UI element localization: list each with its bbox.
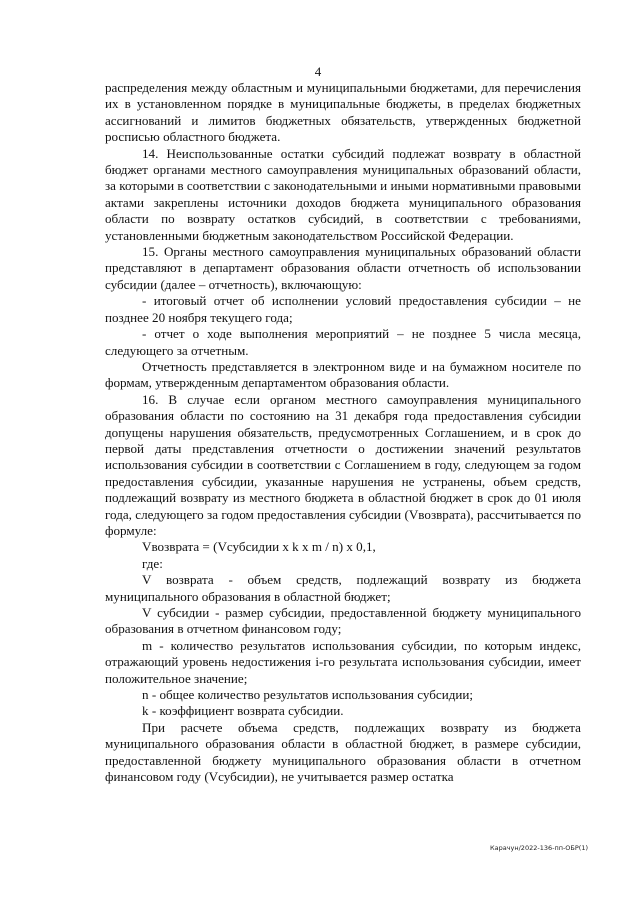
document-code: Карачун/2022-136-пп-ОБР(1) — [489, 844, 588, 852]
paragraph: - итоговый отчет об исполнении условий предоставления субсидии – не позднее 20 ноября текущего года; — [105, 293, 581, 325]
paragraph: 14. Неиспользованные остатки субсидий подлежат возврату в областной бюджет органами местного самоуправления муниципальных образований области, за которыми в соответствии с законодательными и иными нормативными правовыми актами закреплены источники доходов бюджета муниципального образования области по возврату остатков субсидий, в соответствии с требованиями, установленными бюджетным законодательством Российской Федерации. — [105, 145, 581, 243]
document-body — [105, 80, 581, 785]
formula-term: V возврата - объем средств, подлежащий возврату из бюджета муниципального образования в областной бюджет; — [105, 572, 581, 604]
formula-where: где: — [142, 555, 163, 571]
paragraph: 16. В случае если органом местного самоуправления муниципального образования области по состоянию на 31 декабря года предоставления субсидии допущены нарушения обязательств, предусмотренных Соглашением, и в срок до первой даты представления отчетности о достижении значений результатов использования субсидии в соответствии с Соглашением в году, следующем за годом предоставления субсидии, указанные нарушения не устранены, объем средств, подлежащий возврату из местного бюджета в областной бюджет в срок до 01 июля года, следующего за годом предоставления субсидии (Vвозврата), рассчитывается по формуле: — [105, 391, 581, 538]
formula-term: m - количество результатов использования субсидии, по которым индекс, отражающий уровень недостижения i-го результата использования субсидии, имеет положительное значение; — [105, 637, 581, 686]
page-number: 4 — [314, 64, 322, 79]
formula-term: k - коэффициент возврата субсидии. — [142, 703, 344, 719]
paragraph: Отчетность представляется в электронном виде и на бумажном носителе по формам, утвержденным департаментом образования области. — [105, 358, 581, 391]
formula-term: V субсидии - размер субсидии, предоставленной бюджету муниципального образования в отчетном финансовом году; — [105, 605, 581, 637]
paragraph: 15. Органы местного самоуправления муниципальных образований области представляют в департамент образования области отчетность об использовании субсидии (далее – отчетность), включающую: — [105, 244, 581, 292]
paragraph: - отчет о ходе выполнения мероприятий – не позднее 5 числа месяца, следующего за отчетным. — [105, 326, 581, 358]
paragraph: При расчете объема средств, подлежащих возврату из бюджета муниципального образования области в областной бюджет, в размере субсидии, предоставленной бюджету муниципального образования области в отчетном финансовом году (Vсубсидии), не учитывается размер остатка — [105, 719, 581, 785]
paragraph: распределения между областным и муниципальными бюджетами, для перечисления их в установленном порядке в муниципальные бюджеты, в пределах бюджетных ассигнований и лимитов бюджетных обязательств, утвержденных бюджетной росписью областного бюджета. — [105, 80, 581, 145]
formula: Vвозврата = (Vсубсидии x k x m / n) x 0,1, — [142, 539, 376, 555]
formula-term: n - общее количество результатов использования субсидии; — [142, 687, 474, 703]
